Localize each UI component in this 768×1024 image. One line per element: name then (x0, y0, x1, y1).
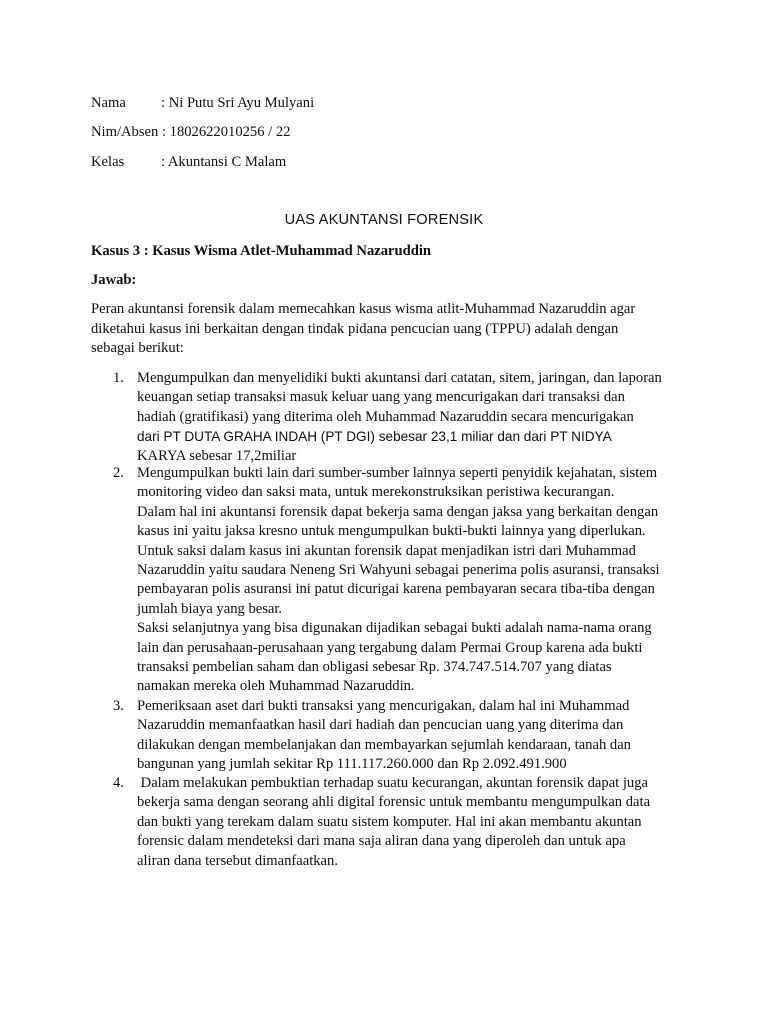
item-line: dilakukan dengan membelanjakan dan membayarkan sejumlah kendaraan, tanah dan (137, 736, 631, 753)
item-line: transaksi pembelian saham dan obligasi sebesar Rp. 374.747.514.707 yang diatas (137, 659, 612, 676)
item-line: bekerja sama dengan seorang ahli digital forensic untuk membantu mengumpulkan data (137, 794, 651, 811)
kelas-value: : Akuntansi C Malam (161, 154, 287, 170)
list-item-text (137, 464, 697, 697)
name-label: Nama (91, 95, 126, 111)
identity-name-row (91, 94, 314, 112)
item-line: keuangan setiap transaksi masuk keluar uang yang mencurigakan dari transaksi dan (137, 389, 625, 406)
item-line: Untuk saksi dalam kasus ini akuntan forensik dapat menjadikan istri dari Muhammad (137, 542, 636, 559)
list-item-text (137, 697, 697, 775)
identity-kelas-row (91, 153, 286, 171)
item-line: kasus ini yaitu jaksa kresno untuk mengumpulkan bukti-bukti lainnya yang diperlukan. (137, 523, 646, 540)
item-line: bangunan yang jumlah sekitar Rp 111.117.260.000 dan Rp 2.092.491.900 (137, 756, 567, 773)
item-line: dari PT DUTA GRAHA INDAH (PT DGI) sebesar 23,1 miliar dan dari PT NIDYA (137, 429, 612, 445)
item-line: Saksi selanjutnya yang bisa digunakan dijadikan sebagai bukti adalah nama-nama orang (137, 620, 652, 637)
intro-line: diketahui kasus ini berkaitan dengan tindak pidana pencucian uang (TPPU) adalah dengan (91, 320, 619, 337)
item-line: Nazaruddin memanfaatkan hasil dari hadiah dan pencucian uang yang diterima dan (137, 717, 624, 734)
item-line: jumlah biaya yang besar. (137, 600, 283, 617)
nim-label: Nim/Absen (91, 124, 159, 140)
identity-nim-row (91, 123, 290, 141)
item-line: KARYA sebesar 17,2miliar (137, 447, 297, 464)
item-line: monitoring video dan saksi mata, untuk merekonstruksikan peristiwa kecurangan. (137, 484, 615, 501)
item-line: pembayaran polis asuransi ini patut dicurigai karena pembayaran secara tiba-tiba dengan (137, 581, 655, 598)
item-line: Dalam melakukan pembuktian terhadap suatu kecurangan, akuntan forensik dapat juga (137, 775, 649, 791)
kelas-label: Kelas (91, 154, 125, 170)
list-item-text (137, 369, 697, 466)
item-line: lain dan perusahaan-perusahaan yang tergabung dalam Permai Group karena ada bukti (137, 639, 643, 656)
intro-line: sebagai berikut: (91, 340, 184, 356)
nim-value: : 1802622010256 / 22 (158, 124, 291, 140)
item-line: dan bukti yang terekam dalam suatu sistem komputer. Hal ini akan membantu akuntan (137, 813, 642, 830)
item-line: Pemeriksaan aset dari bukti transaksi yang mencurigakan, dalam hal ini Muhammad (137, 698, 630, 714)
item-line: Mengumpulkan dan menyelidiki bukti akuntansi dari catatan, sitem, jaringan, dan laporan (137, 370, 662, 386)
list-item-text (137, 774, 697, 871)
item-line: namakan mereka oleh Muhammad Nazaruddin. (137, 678, 415, 695)
item-line: Nazaruddin yaitu saudara Neneng Sri Wahyuni sebagai penerima polis asuransi, transaksi (137, 562, 660, 579)
item-line: forensic dalam mendeteksi dari mana saja aliran dana yang diperoleh dan untuk apa (137, 833, 626, 850)
item-line: Mengumpulkan bukti lain dari sumber-sumber lainnya seperti penyidik kejahatan, sistem (137, 465, 658, 481)
list-item-number: 1. (113, 370, 124, 386)
item-line: Dalam hal ini akuntansi forensik dapat bekerja sama dengan jaksa yang berkaitan dengan (137, 503, 659, 520)
name-value: : Ni Putu Sri Ayu Mulyani (161, 95, 315, 111)
list-item-number: 2. (113, 465, 124, 481)
document-title: UAS AKUNTANSI FORENSIK (284, 212, 484, 228)
item-line: hadiah (gratifikasi) yang diterima oleh Muhammad Nazaruddin secara mencurigakan (137, 408, 634, 425)
intro-line: Peran akuntansi forensik dalam memecahkan kasus wisma atlit-Muhammad Nazaruddin agar (91, 301, 636, 317)
case-heading: Kasus 3 : Kasus Wisma Atlet-Muhammad Nazaruddin (91, 243, 432, 259)
intro-paragraph (91, 300, 691, 359)
list-item-number: 3. (113, 698, 124, 714)
answer-heading: Jawab: (91, 272, 137, 288)
item-line: aliran dana tersebut dimanfaatkan. (137, 852, 338, 869)
list-item-number: 4. (113, 775, 124, 791)
